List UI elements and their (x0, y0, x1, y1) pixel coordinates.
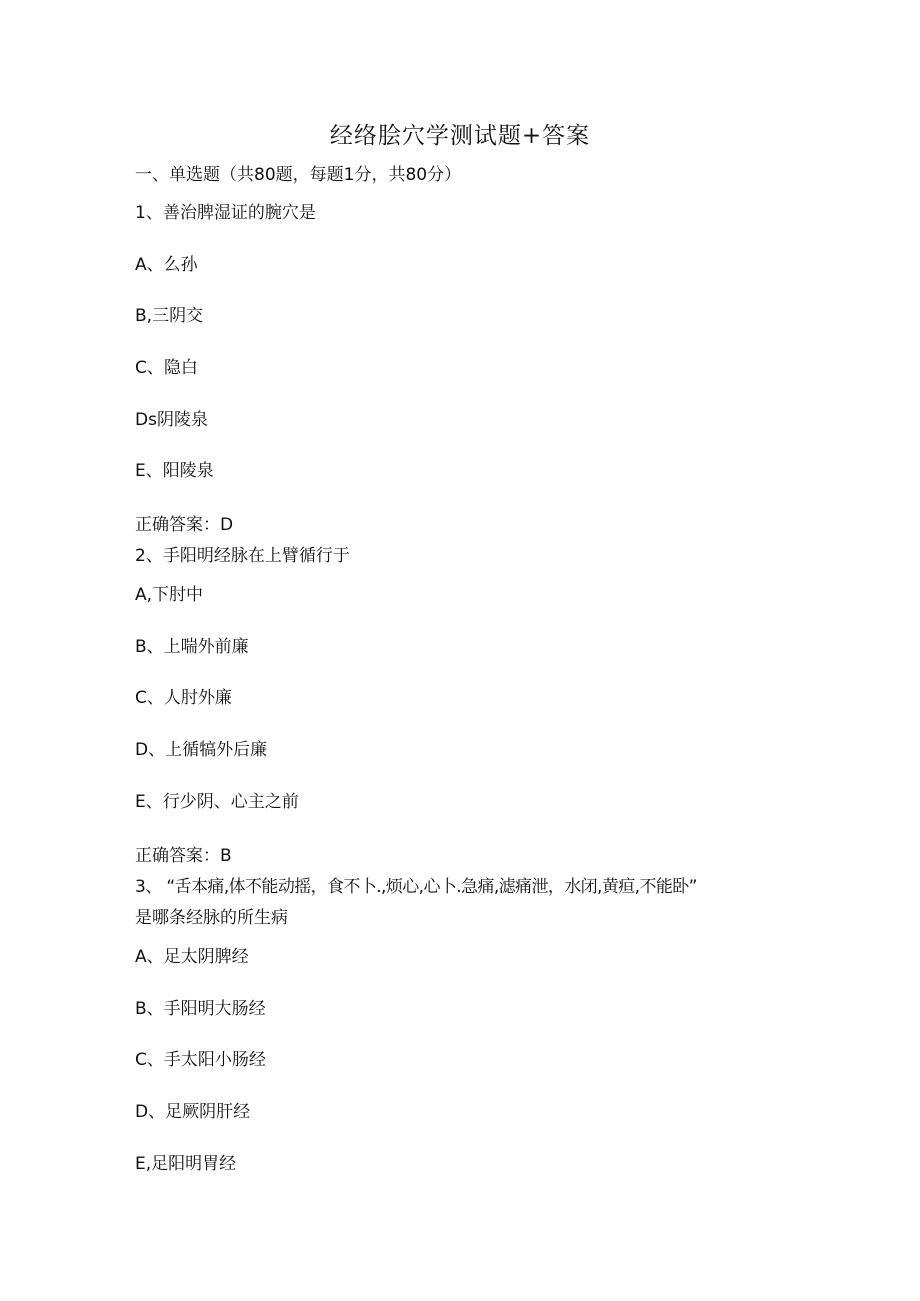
question-3-stem-line-2: 是哪条经脉的所生病 (135, 908, 288, 928)
question-3-stem-line-1: 3、 “舌本痛,体不能动摇，食不卜.,烦心,心卜.急痛,滤痛泄，水闭,黄疸,不能卧” (135, 877, 697, 897)
question-2-option-d: D、上循犒外后廉 (135, 740, 268, 760)
question-3-option-d: D、足厥阴肝经 (135, 1102, 251, 1122)
question-2-option-e: E、行少阴、心主之前 (135, 792, 299, 812)
question-1-option-a: A、么孙 (135, 255, 198, 275)
question-1-option-e: E、阳陵泉 (135, 461, 214, 481)
question-1-option-d: Ds阴陵泉 (135, 410, 208, 430)
question-2-option-b: B、上喘外前廉 (135, 637, 249, 657)
question-1-stem: 1、善治脾湿证的腕穴是 (135, 203, 316, 223)
question-3-option-b: B、手阳明大肠经 (135, 999, 266, 1019)
question-3-option-e: E,足阳明胃经 (135, 1154, 237, 1174)
question-1-option-c: C、隐白 (135, 358, 198, 378)
question-2-option-c: C、人肘外廉 (135, 688, 232, 708)
document-title: 经络脍穴学测试题+答案 (329, 123, 591, 149)
question-2-stem: 2、手阳明经脉在上臂循行于 (135, 546, 350, 566)
question-1-answer: 正确答案：D (135, 515, 234, 535)
question-2-option-a: A,下肘中 (135, 585, 204, 605)
section-header: 一、单选题（共80题，每题1分，共80分） (135, 165, 462, 185)
question-1-option-b: B,三阴交 (135, 306, 204, 326)
question-3-option-a: A、足太阴脾经 (135, 947, 249, 967)
question-3-option-c: C、手太阳小肠经 (135, 1050, 266, 1070)
question-2-answer: 正确答案：B (135, 846, 232, 866)
